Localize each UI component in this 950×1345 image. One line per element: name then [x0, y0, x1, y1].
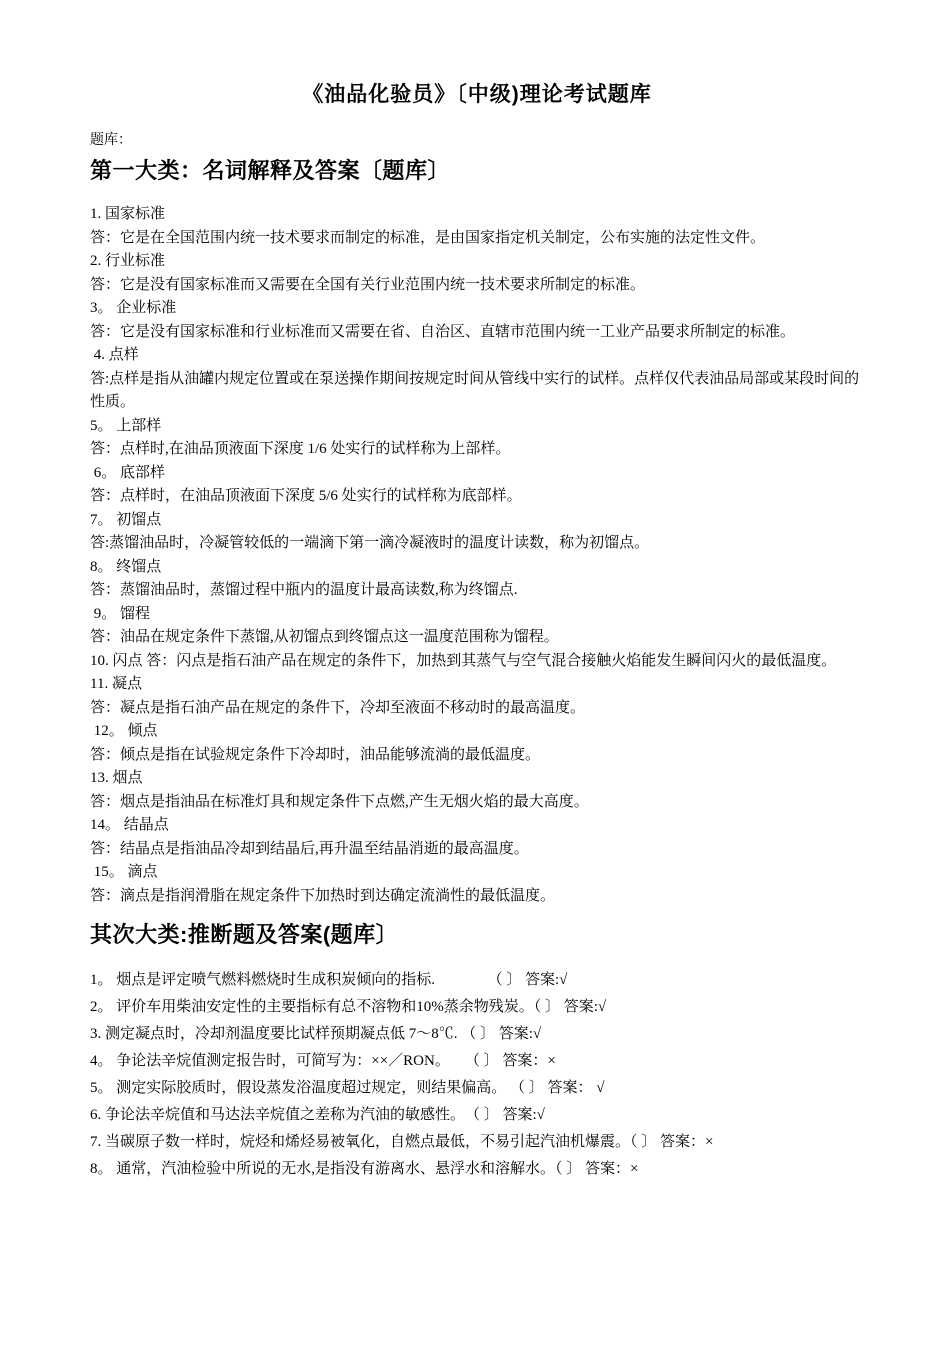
- text-line: 4。 争论法辛烷值测定报告时，可简写为：××／RON。 （ 〕 答案：×: [90, 1053, 556, 1069]
- section-2: [90, 918, 864, 1183]
- text-line: 9。 馏程: [90, 605, 151, 622]
- text-line: 2. 行业标准: [90, 253, 166, 269]
- text-line: 答：凝点是指石油产品在规定的条件下，冷却至液面不移动时的最高温度。: [90, 699, 586, 716]
- section-heading: 第一大类：名词解释及答案〔题库〕: [90, 158, 451, 183]
- section-body: [90, 967, 864, 1183]
- text-line: 7。 初馏点: [90, 511, 162, 528]
- text-line: 答:点样是指从油罐内规定位置或在泵送操作期间按规定时间从管线中实行的试样。点样仅代表油品局部或某段时间的性质。: [90, 370, 860, 410]
- text-line: 答：点样时，在油品顶液面下深度 5/6 处实行的试样称为底部样。: [90, 488, 522, 504]
- text-line: 2。 评价车用柴油安定性的主要指标有总不溶物和10%蒸余物残炭。（ 〕 答案:√: [90, 999, 607, 1015]
- text-line: 答：蒸馏油品时，蒸馏过程中瓶内的温度计最高读数,称为终馏点.: [90, 582, 518, 598]
- text-line: 答：它是没有国家标准和行业标准而又需要在省、自治区、直辖市范围内统一工业产品要求所制定的标准。: [90, 323, 796, 340]
- text-line: 答：它是没有国家标准而又需要在全国有关行业范围内统一技术要求所制定的标准。: [90, 276, 646, 293]
- text-line: 5。 上部样: [90, 417, 162, 434]
- text-line: 答：结晶点是指油品冷却到结晶后,再升温至结晶消逝的最高温度。: [90, 840, 529, 857]
- text-line: 10. 闪点 答：闪点是指石油产品在规定的条件下，加热到其蒸气与空气混合接触火焰能发生瞬间闪火的最低温度。: [90, 652, 837, 669]
- text-line: 3。 企业标准: [90, 300, 177, 316]
- text-line: 4. 点样: [90, 347, 139, 363]
- section-body: [90, 203, 864, 908]
- intro-label: 题库：: [90, 133, 132, 148]
- text-line: 6. 争论法辛烷值和马达法辛烷值之差称为汽油的敏感性。 （ 〕 答案:√: [90, 1107, 545, 1123]
- text-line: 12。 倾点: [90, 723, 158, 739]
- text-line: 11. 凝点: [90, 676, 142, 692]
- text-line: 3. 测定凝点时，冷却剂温度要比试样预期凝点低 7～8℃. （ 〕 答案:√: [90, 1026, 542, 1042]
- text-line: 答：倾点是指在试验规定条件下冷却时，油品能够流淌的最低温度。: [90, 746, 541, 763]
- text-line: 14。 结晶点: [90, 817, 169, 833]
- text-line: 答：点样时,在油品顶液面下深度 1/6 处实行的试样称为上部样。: [90, 441, 511, 457]
- text-line: 1. 国家标准: [90, 206, 166, 222]
- text-line: 1。 烟点是评定喷气燃料燃烧时生成积炭倾向的指标. （ 〕 答案:√: [90, 972, 568, 988]
- text-line: 8。 终馏点: [90, 558, 162, 575]
- section-1: [90, 154, 864, 908]
- section-heading: 其次大类:推断题及答案(题库〕: [90, 922, 399, 947]
- text-line: 答：烟点是指油品在标准灯具和规定条件下点燃,产生无烟火焰的最大高度。: [90, 793, 589, 810]
- text-line: 7. 当碳原子数一样时，烷烃和烯烃易被氧化，自燃点最低，不易引起汽油机爆震。（ 〕 答案：×: [90, 1134, 714, 1150]
- text-line: 8。 通常，汽油检验中所说的无水,是指没有游离水、悬浮水和溶解水。（ 〕 答案：×: [90, 1161, 639, 1177]
- document-title: 《油品化验员》〔中级)理论考试题库: [302, 83, 652, 106]
- text-line: 答：油品在规定条件下蒸馏,从初馏点到终馏点这一温度范围称为馏程。: [90, 629, 559, 645]
- text-line: 6。 底部样: [90, 464, 166, 481]
- text-line: 15。 滴点: [90, 864, 158, 880]
- text-line: 答:蒸馏油品时，冷凝管较低的一端滴下第一滴冷凝液时的温度计读数，称为初馏点。: [90, 535, 650, 551]
- text-line: 5。 测定实际胶质时，假设蒸发浴温度超过规定，则结果偏高。 （ 〕 答案： √: [90, 1080, 605, 1096]
- text-line: 13. 烟点: [90, 770, 143, 786]
- text-line: 答：滴点是指润滑脂在规定条件下加热时到达确定流淌性的最低温度。: [90, 887, 556, 904]
- text-line: 答：它是在全国范围内统一技术要求而制定的标准，是由国家指定机关制定，公布实施的法定性文件。: [90, 229, 766, 246]
- document-body: [90, 154, 864, 1183]
